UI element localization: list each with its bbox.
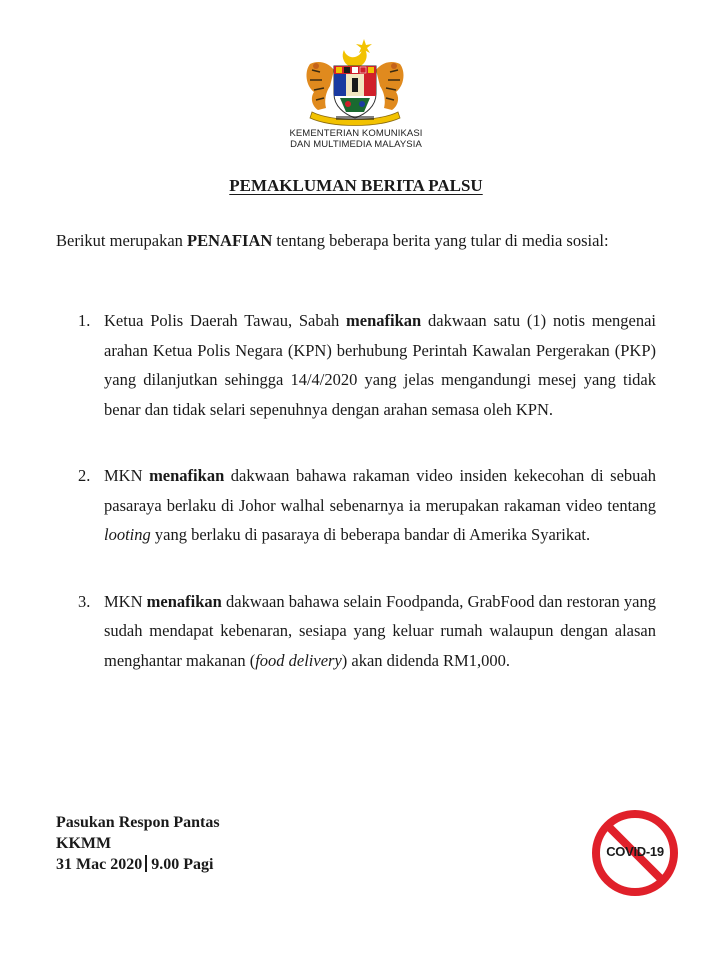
intro-bold: PENAFIAN bbox=[187, 231, 273, 250]
malaysia-coat-of-arms-icon bbox=[296, 36, 414, 126]
intro-paragraph bbox=[56, 226, 656, 255]
item-number: 2. bbox=[78, 466, 91, 485]
item-bold: menafikan bbox=[146, 591, 222, 611]
item-italic: looting bbox=[104, 525, 151, 544]
item-number: 3. bbox=[78, 591, 91, 611]
signature-block bbox=[56, 812, 220, 875]
divider bbox=[145, 855, 147, 872]
list-item bbox=[56, 587, 656, 676]
item-bold: menafikan bbox=[149, 466, 225, 485]
item-italic: food delivery bbox=[255, 650, 342, 670]
item-text: MKN bbox=[104, 466, 150, 485]
item-number: 1. bbox=[78, 311, 91, 330]
item-text: MKN bbox=[104, 591, 147, 611]
signature-org: KKMM bbox=[56, 835, 112, 852]
intro-after: tentang beberapa berita yang tular di media sosial: bbox=[272, 231, 609, 250]
list-item bbox=[56, 306, 656, 424]
covid-badge-text: COVID-19 bbox=[606, 844, 664, 859]
item-bold: menafikan bbox=[346, 311, 422, 330]
signature-date: 31 Mac 2020 bbox=[56, 856, 143, 873]
item-text: ) akan didenda RM1,000. bbox=[341, 650, 510, 670]
item-text: dakwaan bahawa selain Foodpanda, GrabFood dan restoran yang sudah mendapat kebenaran, sesiapa yang keluar rumah walaupun dengan alasan menghantar makanan ( bbox=[104, 591, 656, 670]
denial-list bbox=[56, 306, 656, 675]
signature-team: Pasukan Respon Pantas bbox=[56, 814, 220, 831]
ministry-name bbox=[250, 128, 462, 150]
ministry-line-1: KEMENTERIAN KOMUNIKASI bbox=[289, 128, 423, 139]
item-text: dakwaan bahawa rakaman video insiden kekecohan di sebuah pasaraya berlaku di Johor walhal sebenarnya ia merupakan rakaman video tentang bbox=[104, 466, 656, 515]
signature-time: 9.00 Pagi bbox=[151, 856, 214, 873]
intro-before: Berikut merupakan bbox=[56, 231, 188, 250]
item-text: dakwaan satu (1) notis mengenai arahan Ketua Polis Negara (KPN) berhubung Perintah Kawalan Pergerakan (PKP) yang dilanjutkan sehingga 14/4/2020 yang jelas mengandungi mesej yang tidak benar dan tidak selari sepenuhnya dengan arahan semasa oleh KPN. bbox=[104, 311, 656, 419]
ministry-line-2: DAN MULTIMEDIA MALAYSIA bbox=[290, 139, 422, 150]
page-title: PEMAKLUMAN BERITA PALSU bbox=[229, 176, 483, 195]
signature-datetime bbox=[56, 854, 220, 875]
list-item bbox=[56, 461, 656, 550]
item-text: Ketua Polis Daerah Tawau, Sabah bbox=[104, 311, 347, 330]
item-text: yang berlaku di pasaraya di beberapa bandar di Amerika Syarikat. bbox=[150, 525, 591, 544]
